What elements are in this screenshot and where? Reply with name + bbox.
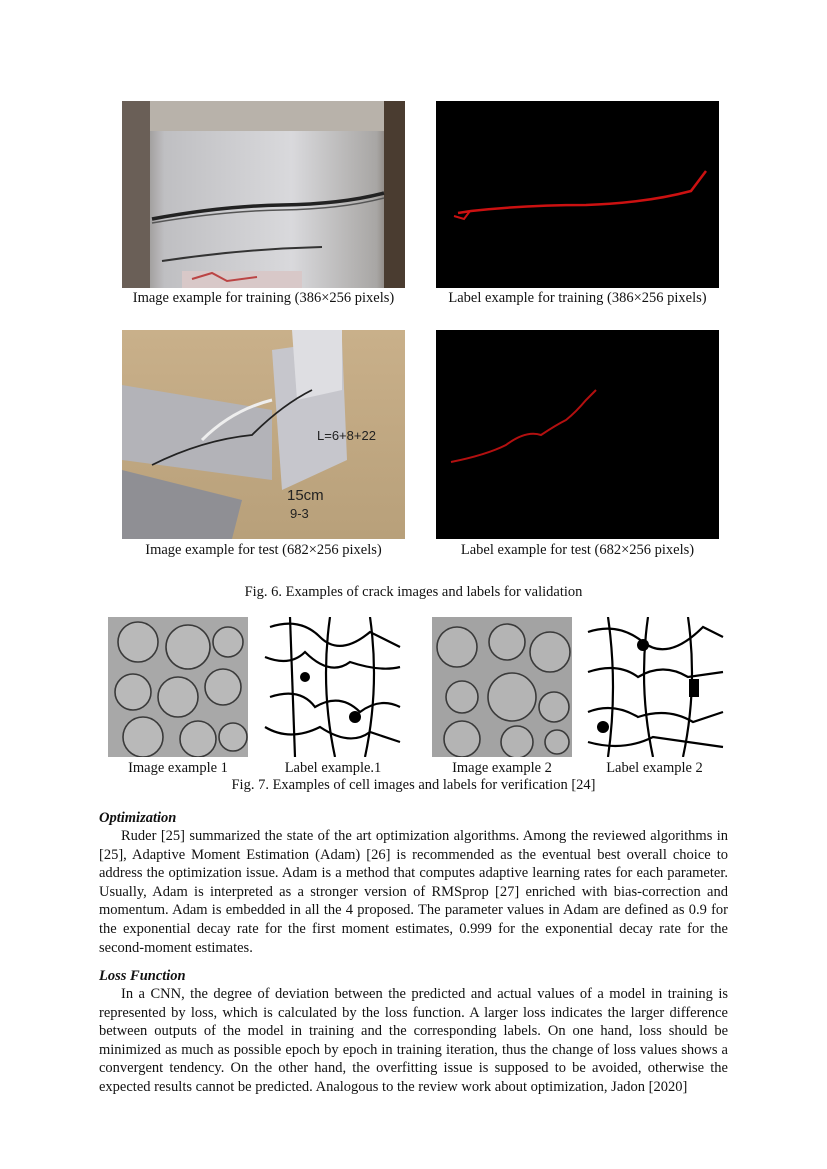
fig7-caption: Fig. 7. Examples of cell images and labels for verification [24] bbox=[231, 777, 596, 793]
train-image-caption: Image example for training (386×256 pixels) bbox=[132, 290, 395, 306]
cell-image-1 bbox=[108, 617, 248, 757]
loss-function-paragraph: In a CNN, the degree of deviation between the predicted and actual values of a model in training is represented by loss, which is calculated by the loss function. A larger loss indicates the larger difference between outputs of the model in training and the corresponding labels. On one hand, loss should be minimized as much as possible epoch by epoch in training iteration, thus the change of loss values shows a convergent tendency. On the other hand, the overfitting issue is supposed to be avoided, otherwise the expected results cannot be predicted. Analogous to the review work about optimization, Jadon [2020] bbox=[99, 986, 728, 1095]
train-label-caption: Label example for training (386×256 pixels) bbox=[448, 290, 707, 306]
cell-label-1 bbox=[260, 617, 406, 757]
annotation-date: 9-3 bbox=[290, 506, 309, 521]
test-label-caption: Label example for test (682×256 pixels) bbox=[460, 542, 695, 558]
test-crack-label bbox=[436, 330, 719, 539]
optimization-paragraph: Ruder [25] summarized the state of the art optimization algorithms. Among the reviewed algorithms in [25], Adaptive Moment Estimation (Adam) [26] is recommended as the eventual best overall choice to address the optimization issue. Adam is a method that computes adaptive learning rates for each parameter. Usually, Adam is interpreted as a stronger version of RMSprop [27] enriched with bias-correction and momentum. Adam is embedded in all the 4 proposed. The parameter values in Adam are defined as 0.9 for the exponential decay rate for the first moment estimates, 0.999 for the exponential decay rate for the second-moment estimates. bbox=[99, 828, 728, 956]
cell-image2-caption: Image example 2 bbox=[452, 760, 552, 776]
loss-function-section bbox=[99, 968, 728, 1097]
test-image-caption: Image example for test (682×256 pixels) bbox=[145, 542, 382, 558]
cell-label1-caption: Label example.1 bbox=[284, 760, 382, 776]
annotation-length: L=6+8+22 bbox=[317, 428, 376, 443]
training-crack-label bbox=[436, 101, 719, 288]
training-crack-photo bbox=[122, 101, 405, 288]
annotation-width: 15cm bbox=[287, 487, 324, 504]
optimization-section bbox=[99, 810, 728, 957]
loss-function-heading: Loss Function bbox=[99, 968, 186, 984]
cell-image1-caption: Image example 1 bbox=[128, 760, 228, 776]
optimization-heading: Optimization bbox=[99, 810, 177, 826]
cell-label-2 bbox=[583, 617, 726, 757]
cell-image-2 bbox=[432, 617, 572, 757]
cell-label2-caption: Label example 2 bbox=[606, 760, 703, 776]
test-crack-photo bbox=[122, 330, 405, 539]
fig6-caption: Fig. 6. Examples of crack images and labels for validation bbox=[244, 584, 583, 600]
